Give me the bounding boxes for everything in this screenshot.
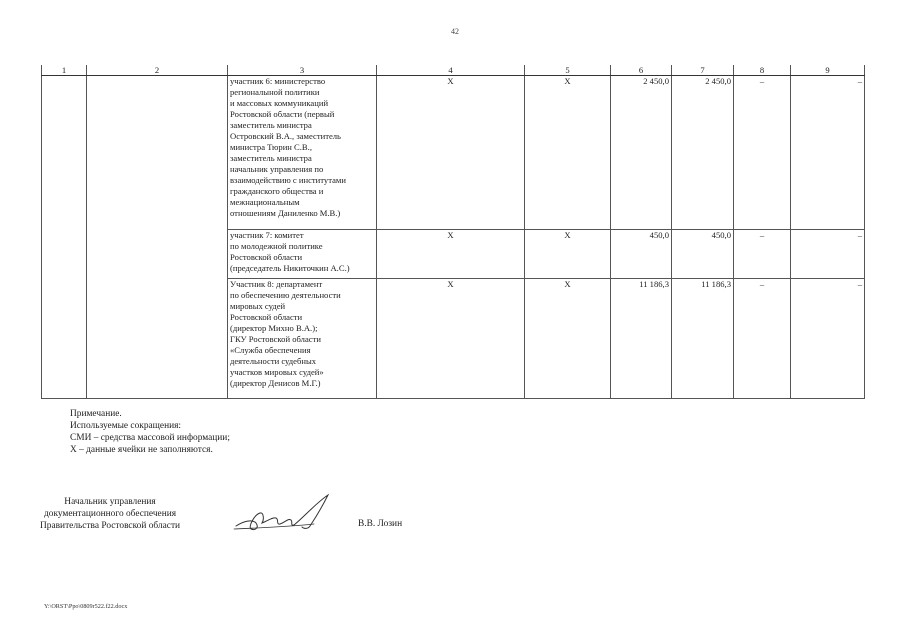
empty-cell: [87, 230, 228, 279]
cell-col4: Х: [377, 76, 525, 230]
abbreviation-smi: СМИ – средства массовой информации;: [70, 433, 230, 443]
signatory-title-line2: документационного обеспечения: [43, 509, 177, 519]
empty-cell: [42, 279, 87, 399]
cell-col8: –: [734, 230, 791, 279]
cell-col6: 2 450,0: [611, 76, 672, 230]
cell-col5: Х: [525, 230, 611, 279]
table-row: [42, 230, 865, 279]
table-row: [42, 279, 865, 399]
participant-cell: участник 6: министерство регионалыной политики и массовых коммуникаций Ростовской области (первый заместитель министра Островский В.А., заместитель министра Тюрин С.В., заместитель министра начальник управления по взаимодействию с институтами гражданского общества и межнациональным отношениям Даниленко М.В.): [228, 76, 377, 230]
cell-col7: 450,0: [672, 230, 734, 279]
cell-col6: 450,0: [611, 230, 672, 279]
column-header-9: 9: [791, 65, 865, 76]
participant-cell: участник 7: комитет по молодежной политике Ростовской области (председатель Никиточкин А.С.): [228, 230, 377, 279]
page-number: 42: [451, 27, 459, 36]
cell-col4: Х: [377, 230, 525, 279]
empty-cell: [42, 76, 87, 230]
cell-col7: 11 186,3: [672, 279, 734, 399]
cell-col4: Х: [377, 279, 525, 399]
empty-cell: [42, 230, 87, 279]
cell-col8: –: [734, 76, 791, 230]
cell-col5: Х: [525, 279, 611, 399]
signatory-title-line3: Правительства Ростовской области: [40, 521, 181, 531]
notes-block: [70, 408, 230, 456]
participant-cell: Участник 8: департамент по обеспечению деятельности мировых судей Ростовской области (директор Михно В.А.); ГКУ Ростовской области «Служба обеспечения деятельности судебных участков мировых судей» (директор Денисов М.Г.): [228, 279, 377, 399]
cell-col6: 11 186,3: [611, 279, 672, 399]
empty-cell: [87, 76, 228, 230]
cell-col7: 2 450,0: [672, 76, 734, 230]
empty-cell: [87, 279, 228, 399]
cell-col9: –: [791, 76, 865, 230]
abbreviations-title: Используемые сокращения:: [70, 421, 182, 431]
signatory-title-line1: Начальник управления: [64, 497, 156, 507]
column-header-4: 4: [377, 65, 525, 76]
signer-name: В.В. Лозин: [358, 519, 403, 529]
column-header-5: 5: [525, 65, 611, 76]
table-row: [42, 76, 865, 230]
cell-col9: –: [791, 230, 865, 279]
cell-col9: –: [791, 279, 865, 399]
notes-title: Примечание.: [70, 409, 122, 419]
abbreviation-x: Х – данные ячейки не заполняются.: [70, 445, 213, 455]
column-header-6: 6: [611, 65, 672, 76]
handwritten-signature: [226, 493, 336, 535]
signatory-title: [40, 496, 180, 532]
table-header-row: [42, 65, 865, 76]
cell-col5: Х: [525, 76, 611, 230]
column-header-8: 8: [734, 65, 791, 76]
file-path: Y:\ORST\Ppo\0809r522.f22.docx: [44, 603, 128, 610]
column-header-7: 7: [672, 65, 734, 76]
column-header-1: 1: [42, 65, 87, 76]
column-header-3: 3: [228, 65, 377, 76]
column-header-2: 2: [87, 65, 228, 76]
cell-col8: –: [734, 279, 791, 399]
program-table: [41, 65, 865, 399]
